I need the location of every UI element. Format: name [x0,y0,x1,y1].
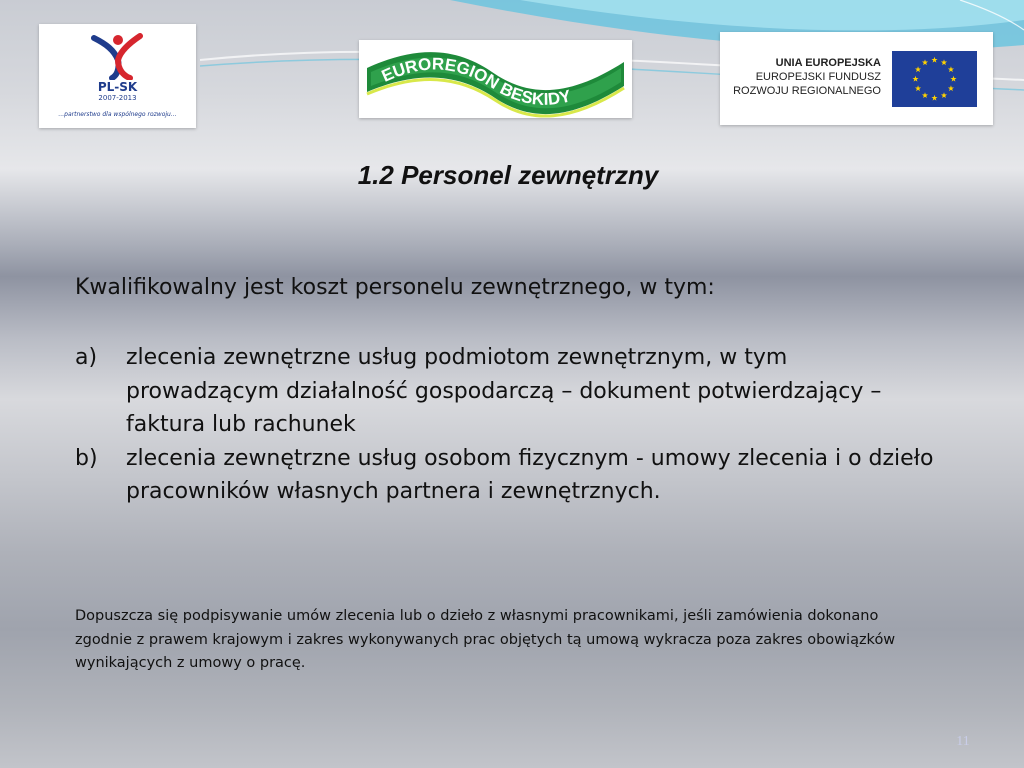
plsk-name: PL-SK [97,80,138,94]
plsk-tagline: ...partnerstwo dla wspólnego rozwoju... [58,111,177,118]
page-number: 11 [956,734,970,749]
list-marker-b: b) [75,445,98,471]
eu-line-1: UNIA EUROPEJSKA [775,57,881,69]
euroregion-text: EUROREGION BESKIDY [378,54,573,109]
list-item-a [75,341,935,442]
eu-fund-logo [720,32,993,125]
euroregion-banner-icon [359,40,632,118]
intro-text: Kwalifikowalny jest koszt personelu zewnętrznego, w tym: [75,275,715,300]
list-text-b: zlecenia zewnętrzne usług osobom fizycznym - umowy zlecenia i o dzieło pracowników własnych partnera i zewnętrznych. [126,445,934,504]
cost-list [75,341,935,509]
list-item-b [75,442,935,509]
plsk-years: 2007-2013 [98,94,137,102]
plsk-programme-logo [39,24,196,128]
eu-line-2: EUROPEJSKI FUNDUSZ [755,71,881,83]
eu-line-3: ROZWOJU REGIONALNEGO [733,85,881,97]
slide-title: 1.2 Personel zewnętrzny [357,160,659,190]
plsk-figure-icon [84,30,150,80]
list-text-a: zlecenia zewnętrzne usług podmiotom zewnętrznym, w tym prowadzącym działalność gospodarczą – dokument potwierdzający – faktura lub rachunek [126,345,882,437]
list-marker-a: a) [75,345,98,370]
eu-flag-icon [892,51,977,107]
note-text: Dopuszcza się podpisywanie umów zlecenia lub o dzieło z własnymi pracownikami, jeśli zamówienia dokonano zgodnie z prawem krajowym i zakres wykonywanych prac objętych tą umową wykracza poza zakres obowiązków wynikających z umowy o pracę. [75,608,896,671]
euroregion-beskidy-logo [359,40,632,118]
